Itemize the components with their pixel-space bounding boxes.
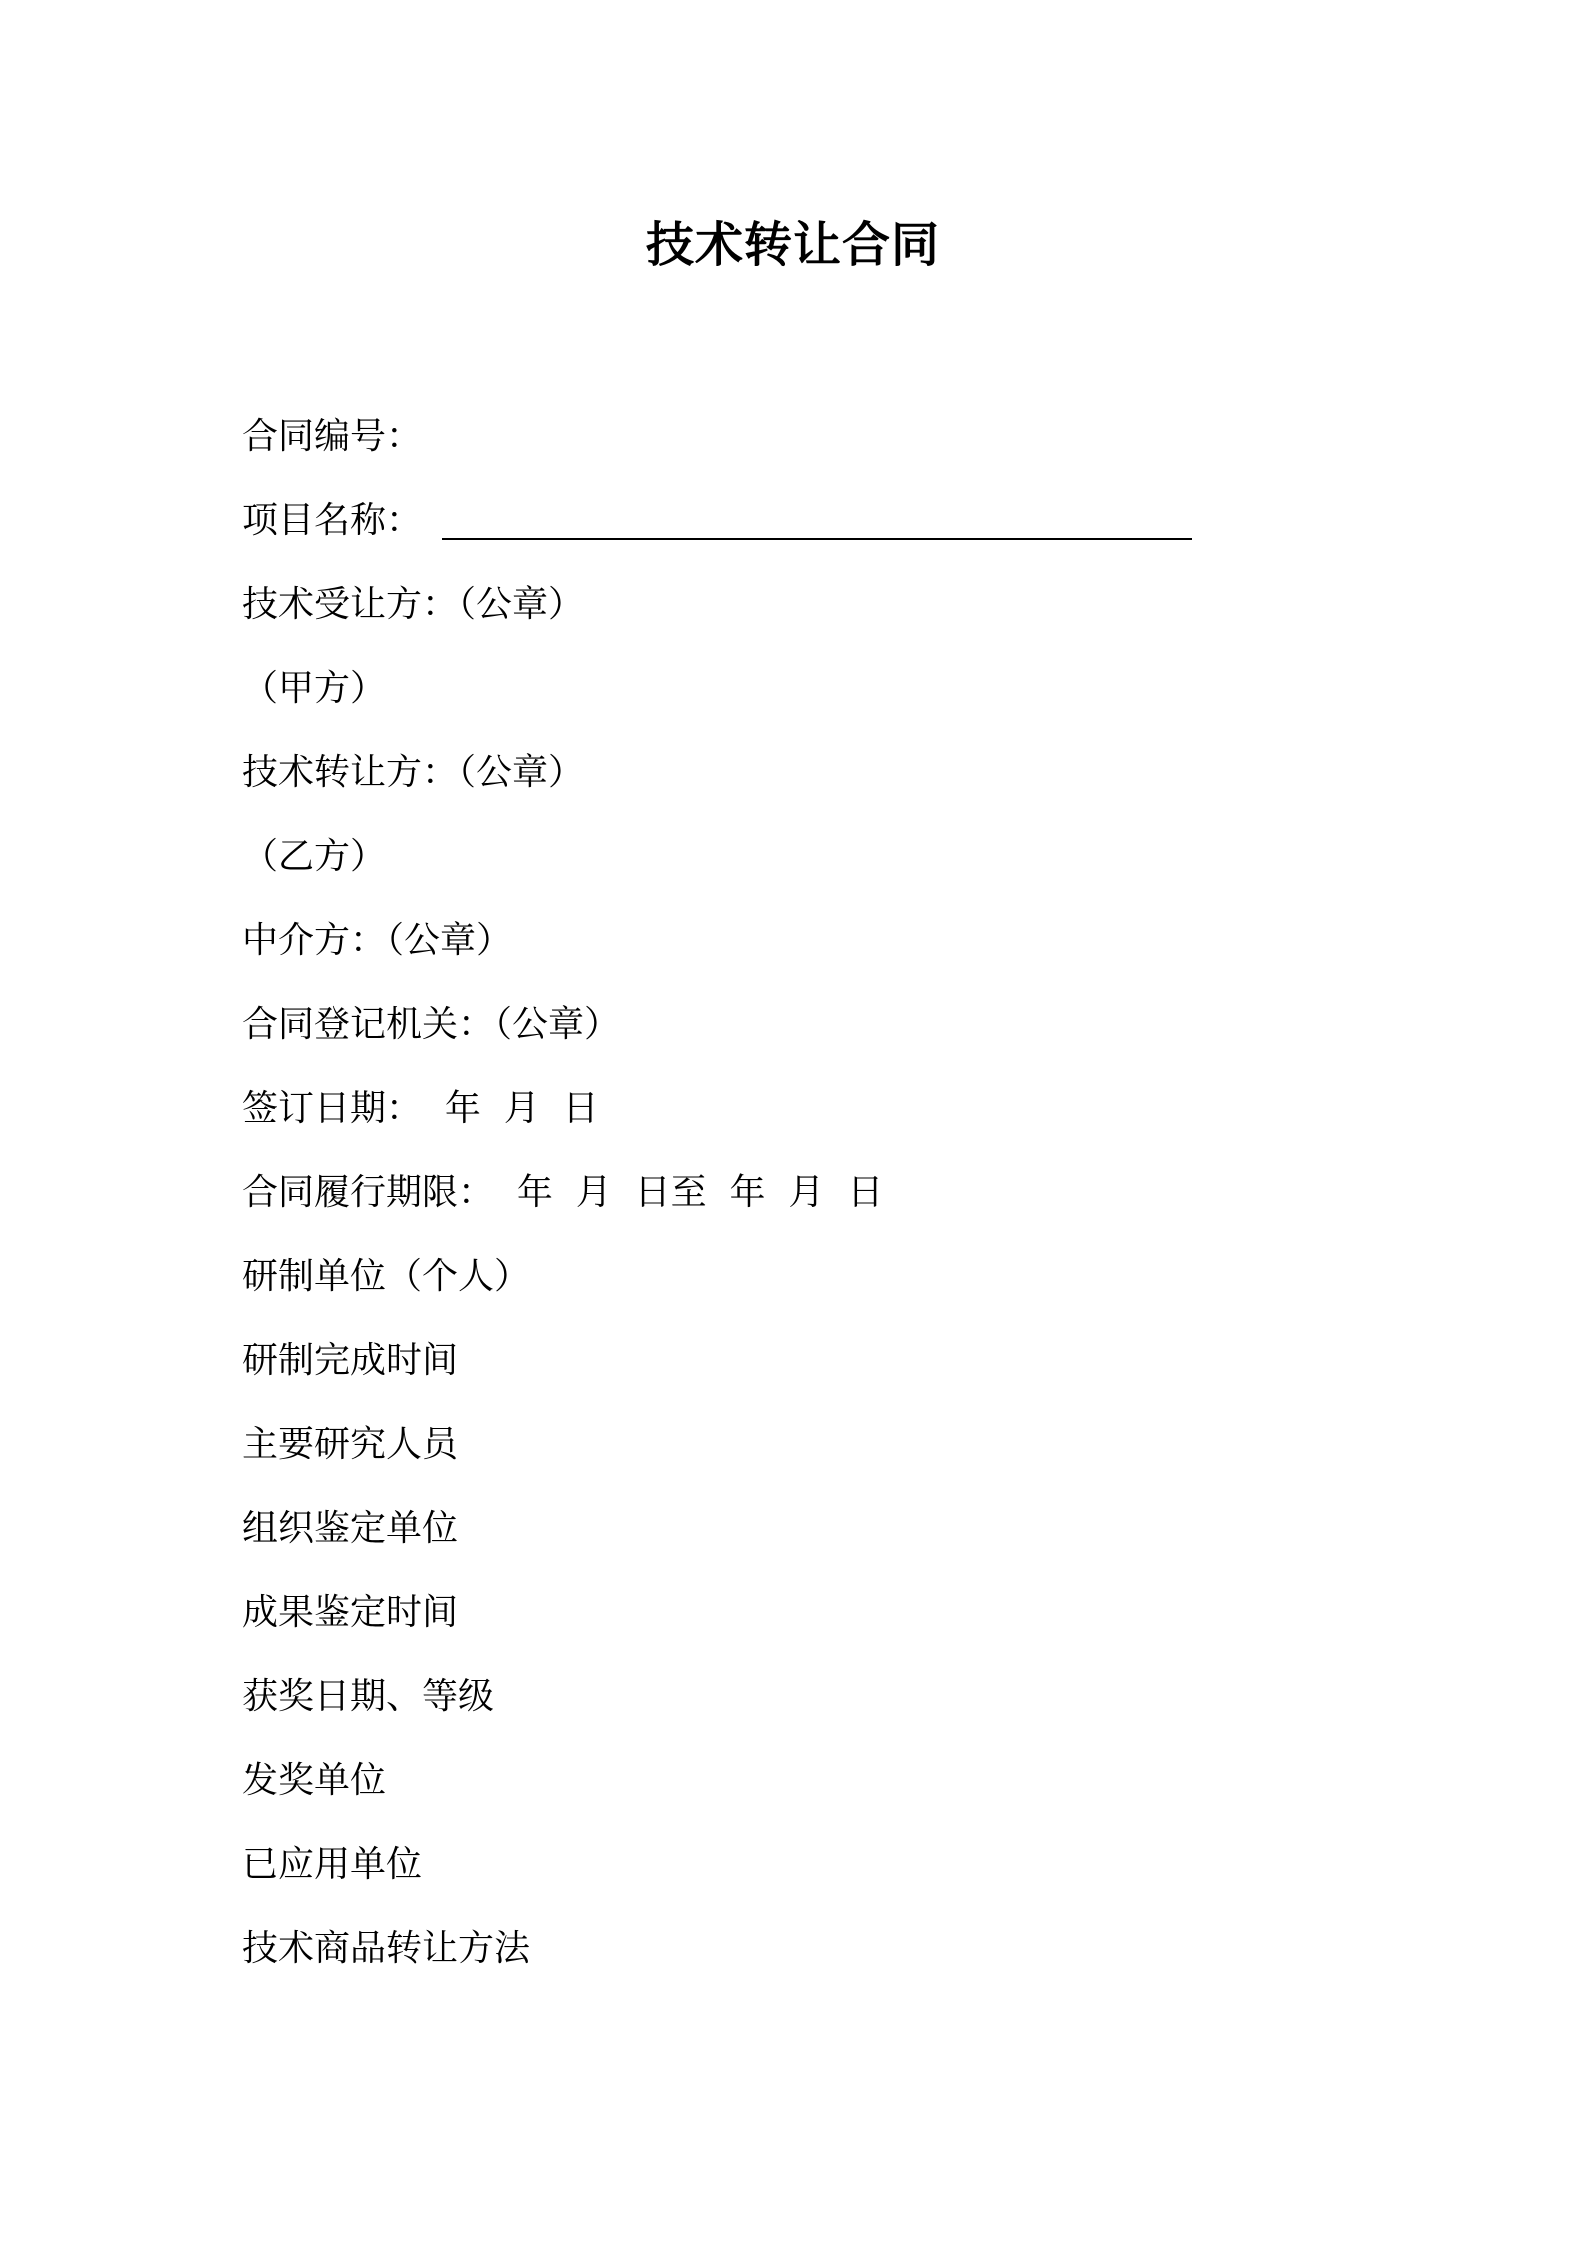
field-award-date-level — [242, 1668, 1392, 1752]
field-intermediary — [242, 912, 1392, 996]
field-signing-date — [242, 1080, 1392, 1164]
field-label: 主要研究人员 — [242, 1424, 459, 1465]
field-completion-time — [242, 1332, 1392, 1416]
field-label: 研制完成时间 — [242, 1340, 459, 1381]
field-label: 中介方：（公章） — [242, 920, 513, 961]
field-label: 发奖单位 — [242, 1760, 387, 1801]
field-label: 已应用单位 — [242, 1844, 423, 1885]
field-label: 研制单位（个人） — [242, 1256, 531, 1297]
field-label: 合同登记机关：（公章） — [242, 1004, 621, 1045]
field-party-a — [242, 660, 1392, 744]
field-label: 项目名称： — [242, 500, 423, 541]
field-applied-units — [242, 1836, 1392, 1920]
field-label: （乙方） — [242, 836, 387, 877]
field-project-name — [242, 492, 1392, 576]
field-label: 成果鉴定时间 — [242, 1592, 459, 1633]
field-label: 合同编号： — [242, 416, 423, 457]
field-label: 签订日期： 年 月 日 — [242, 1088, 599, 1129]
field-label: 合同履行期限： 年 月 日至 年 月 日 — [242, 1172, 884, 1213]
fill-in-underline — [442, 492, 1192, 540]
field-developer — [242, 1248, 1392, 1332]
field-label: （甲方） — [242, 668, 387, 709]
field-label: 组织鉴定单位 — [242, 1508, 459, 1549]
field-label: 获奖日期、等级 — [242, 1676, 495, 1717]
field-contract-number — [242, 408, 1392, 492]
field-transferee — [242, 576, 1392, 660]
field-awarding-unit — [242, 1752, 1392, 1836]
field-main-researchers — [242, 1416, 1392, 1500]
contract-title: 技术转让合同 — [645, 217, 940, 273]
contract-fields — [242, 408, 1392, 2004]
field-label: 技术转让方：（公章） — [242, 752, 585, 793]
field-appraisal-time — [242, 1584, 1392, 1668]
field-performance-period — [242, 1164, 1392, 1248]
field-appraisal-org — [242, 1500, 1392, 1584]
field-transfer-method — [242, 1920, 1392, 2004]
field-registration-authority — [242, 996, 1392, 1080]
field-label: 技术受让方：（公章） — [242, 584, 585, 625]
field-transferor — [242, 744, 1392, 828]
field-party-b — [242, 828, 1392, 912]
field-label: 技术商品转让方法 — [242, 1928, 531, 1969]
